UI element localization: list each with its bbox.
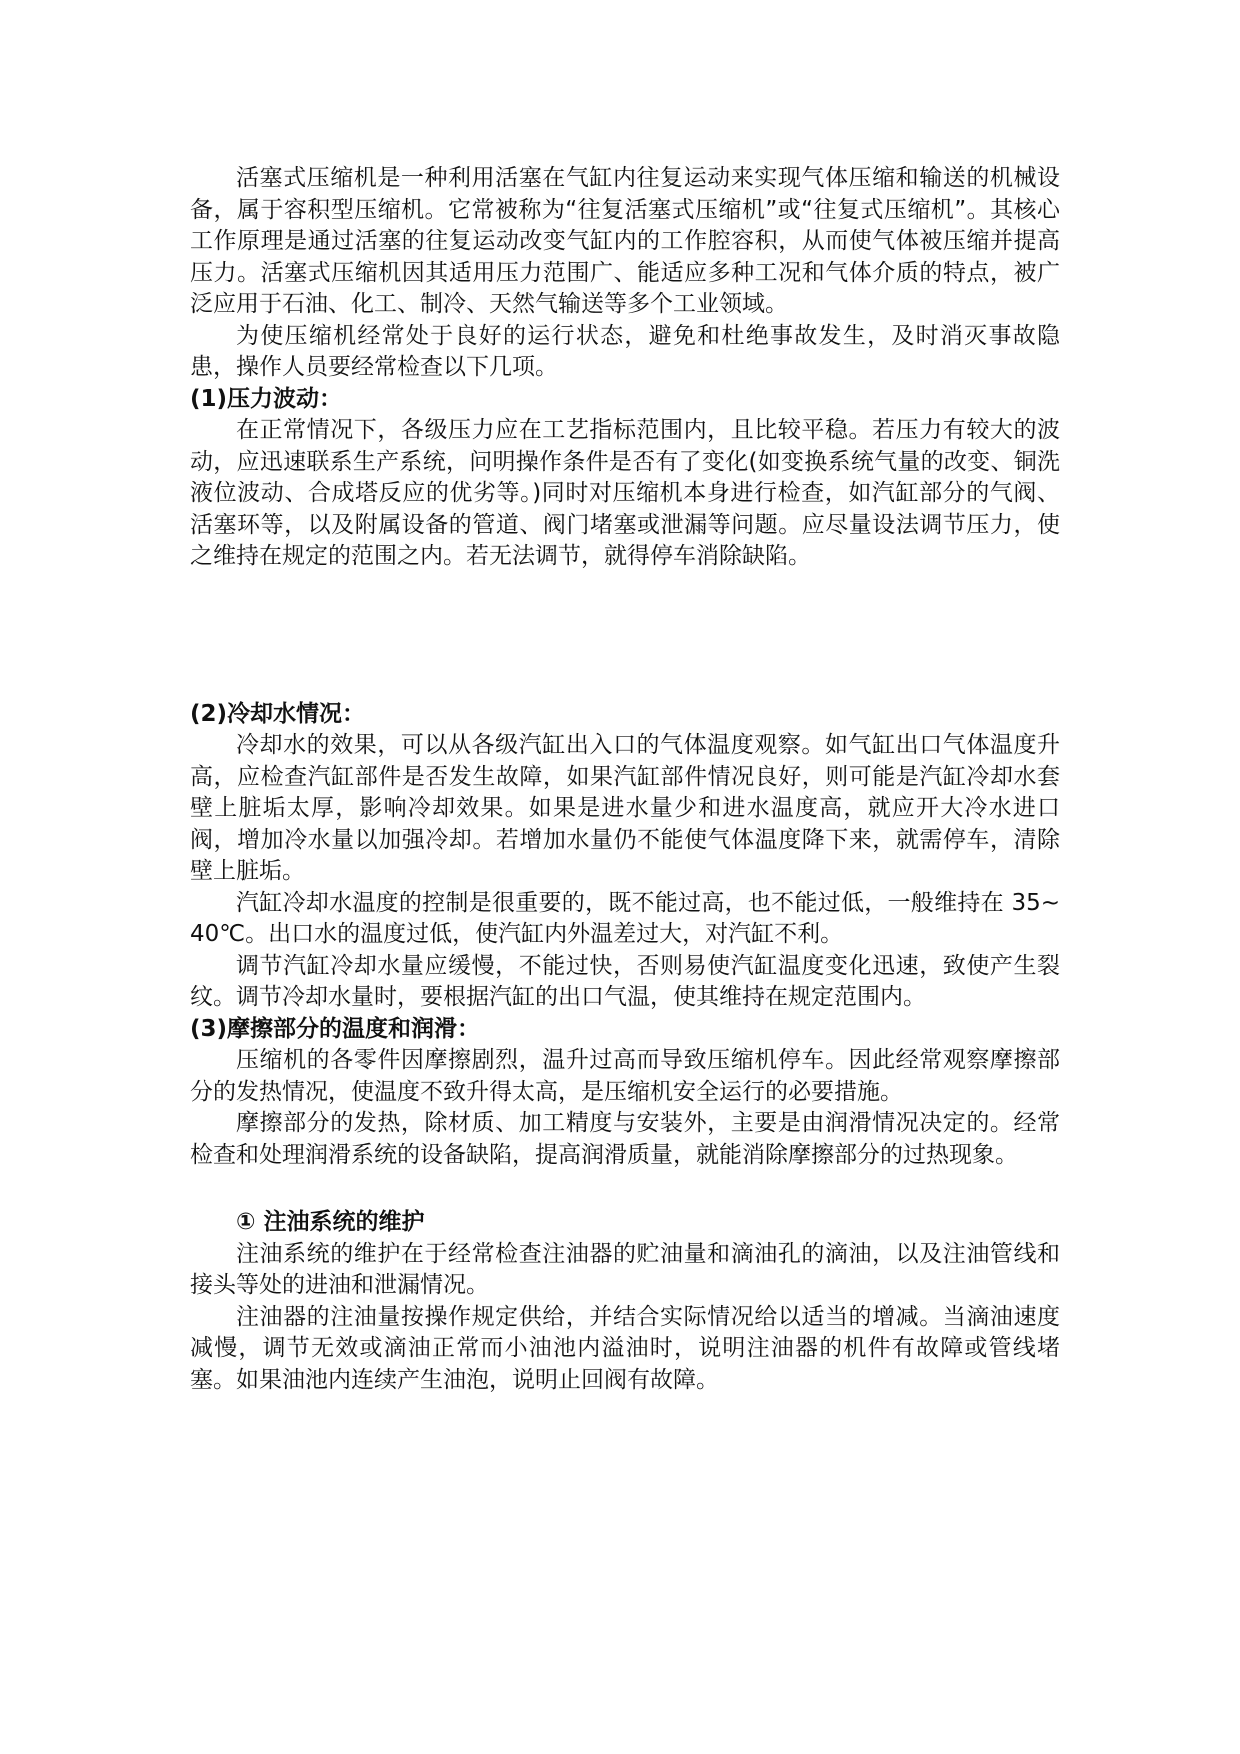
section-heading-pressure: (1)压力波动： xyxy=(190,385,343,412)
blank-gap xyxy=(190,573,1060,699)
oil-paragraph-2: 注油器的注油量按操作规定供给，并结合实际情况给以适当的增减。当滴油速度减慢，调节无效或滴油正常而小油池内溢油时，说明注油器的机件有故障或管线堵塞。如果油池内连续产生油泡，说明止回阀有故障。 xyxy=(190,1303,1060,1393)
cooling-paragraph-2: 汽缸冷却水温度的控制是很重要的，既不能过高，也不能过低，一般维持在 35~40℃。出口水的温度过低，使汽缸内外温差过大，对汽缸不利。 xyxy=(190,889,1060,947)
document-page xyxy=(190,163,1060,1396)
cooling-paragraph-3: 调节汽缸冷却水量应缓慢，不能过快，否则易使汽缸温度变化迅速，致使产生裂纹。调节冷却水量时，要根据汽缸的出口气温，使其维持在规定范围内。 xyxy=(190,952,1060,1010)
subsection-heading-oil-injection: ① 注油系统的维护 xyxy=(236,1209,425,1235)
pressure-paragraph-1: 在正常情况下，各级压力应在工艺指标范围内，且比较平稳。若压力有较大的波动，应迅速联系生产系统，问明操作条件是否有了变化(如变换系统气量的改变、铜洗液位波动、合成塔反应的优劣等。)同时对压缩机本身进行检查，如汽缸部分的气阀、活塞环等，以及附属设备的管道、阀门堵塞或泄漏等问题。应尽量设法调节压力，使之维持在规定的范围之内。若无法调节，就得停车消除缺陷。 xyxy=(190,417,1060,569)
section-heading-cooling-water: (2)冷却水情况： xyxy=(190,700,366,727)
oil-paragraph-1: 注油系统的维护在于经常检查注油器的贮油量和滴油孔的滴油，以及注油管线和接头等处的进油和泄漏情况。 xyxy=(190,1240,1060,1298)
friction-paragraph-1: 压缩机的各零件因摩擦剧烈，温升过高而导致压缩机停车。因此经常观察摩擦部分的发热情况，使温度不致升得太高，是压缩机安全运行的必要措施。 xyxy=(190,1047,1060,1105)
friction-paragraph-2: 摩擦部分的发热，除材质、加工精度与安装外，主要是由润滑情况决定的。经常检查和处理润滑系统的设备缺陷，提高润滑质量，就能消除摩擦部分的过热现象。 xyxy=(190,1110,1060,1168)
section-heading-friction: (3)摩擦部分的温度和润滑： xyxy=(190,1015,481,1042)
intro-paragraph-1: 活塞式压缩机是一种利用活塞在气缸内往复运动来实现气体压缩和输送的机械设备，属于容积型压缩机。它常被称为“往复活塞式压缩机”或“往复式压缩机”。其核心工作原理是通过活塞的往复运动改变气缸内的工作腔容积，从而使气体被压缩并提高压力。活塞式压缩机因其适用压力范围广、能适应多种工况和气体介质的特点，被广泛应用于石油、化工、制冷、天然气输送等多个工业领域。 xyxy=(190,165,1060,317)
intro-paragraph-2: 为使压缩机经常处于良好的运行状态，避免和杜绝事故发生，及时消灭事故隐患，操作人员要经常检查以下几项。 xyxy=(190,322,1060,380)
cooling-paragraph-1: 冷却水的效果，可以从各级汽缸出入口的气体温度观察。如气缸出口气体温度升高，应检查汽缸部件是否发生故障，如果汽缸部件情况良好，则可能是汽缸冷却水套壁上脏垢太厚，影响冷却效果。如果是进水量少和进水温度高，就应开大冷水进口阀，增加冷水量以加强冷却。若增加水量仍不能使气体温度降下来，就需停车，清除壁上脏垢。 xyxy=(190,732,1060,884)
blank-gap xyxy=(190,1171,1060,1207)
